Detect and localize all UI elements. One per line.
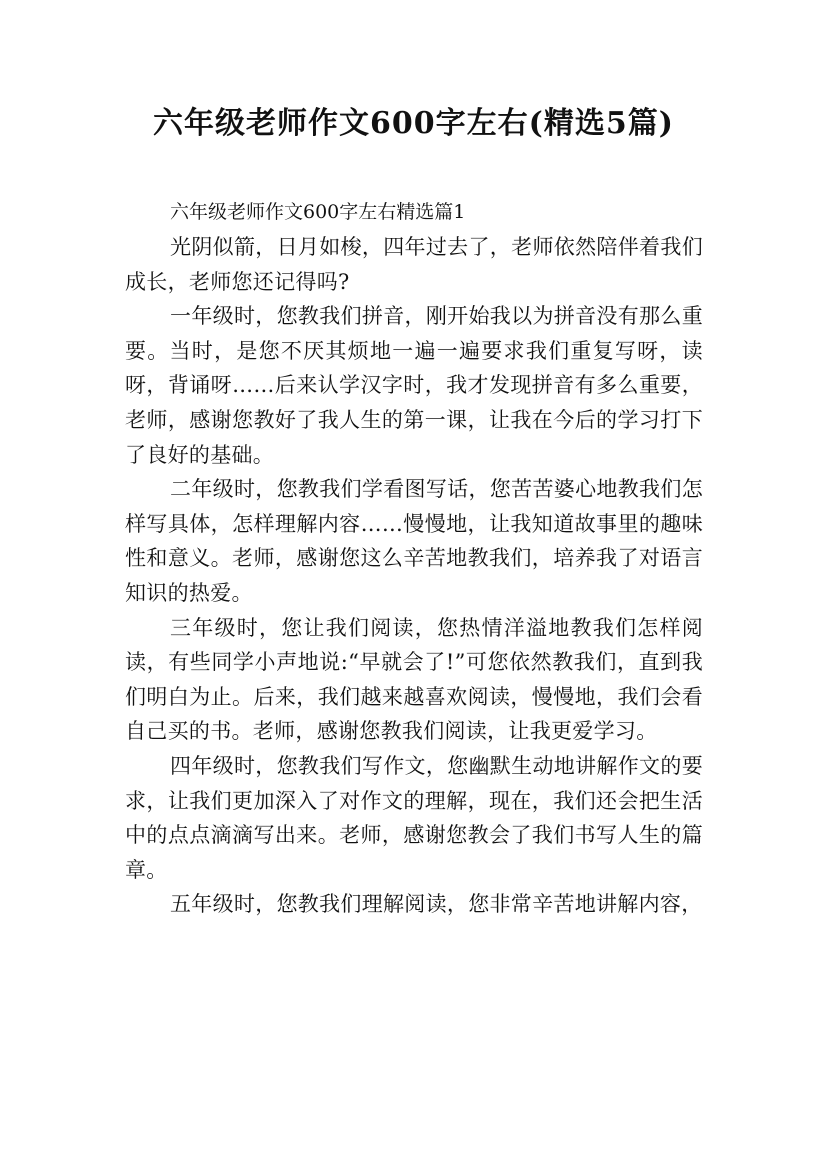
paragraph-grade-three: 三年级时，您让我们阅读，您热情洋溢地教我们怎样阅读，有些同学小声地说:“早就会了!”可您依然教我们，直到我们明白为止。后来，我们越来越喜欢阅读，慢慢地，我们会看自己买的书。老师，感谢您教我们阅读，让我更爱学习。 [125,615,703,744]
document-body [125,194,703,922]
section-heading: 六年级老师作文600字左右精选篇1 [170,201,466,223]
paragraph-grade-one: 一年级时，您教我们拼音，刚开始我以为拼音没有那么重要。当时，是您不厌其烦地一遍一遍要求我们重复写呀，读呀，背诵呀……后来认学汉字时，我才发现拼音有多么重要，老师，感谢您教好了我人生的第一课，让我在今后的学习打下了良好的基础。 [125,304,703,467]
paragraph-grade-five: 五年级时，您教我们理解阅读，您非常辛苦地讲解内容， [170,892,703,917]
paragraph-grade-four: 四年级时，您教我们写作文，您幽默生动地讲解作文的要求，让我们更加深入了对作文的理解，现在，我们还会把生活中的点点滴滴写出来。老师，感谢您教会了我们书写人生的篇章。 [125,753,703,882]
paragraph-grade-two: 二年级时，您教我们学看图写话，您苦苦婆心地教我们怎样写具体，怎样理解内容……慢慢地，让我知道故事里的趣味性和意义。老师，感谢您这么辛苦地教我们，培养我了对语言知识的热爱。 [125,477,703,605]
paragraph-intro: 光阴似箭，日月如梭，四年过去了，老师依然陪伴着我们成长，老师您还记得吗? [125,235,703,294]
document-title: 六年级老师作文600字左右(精选5篇) [153,106,674,141]
